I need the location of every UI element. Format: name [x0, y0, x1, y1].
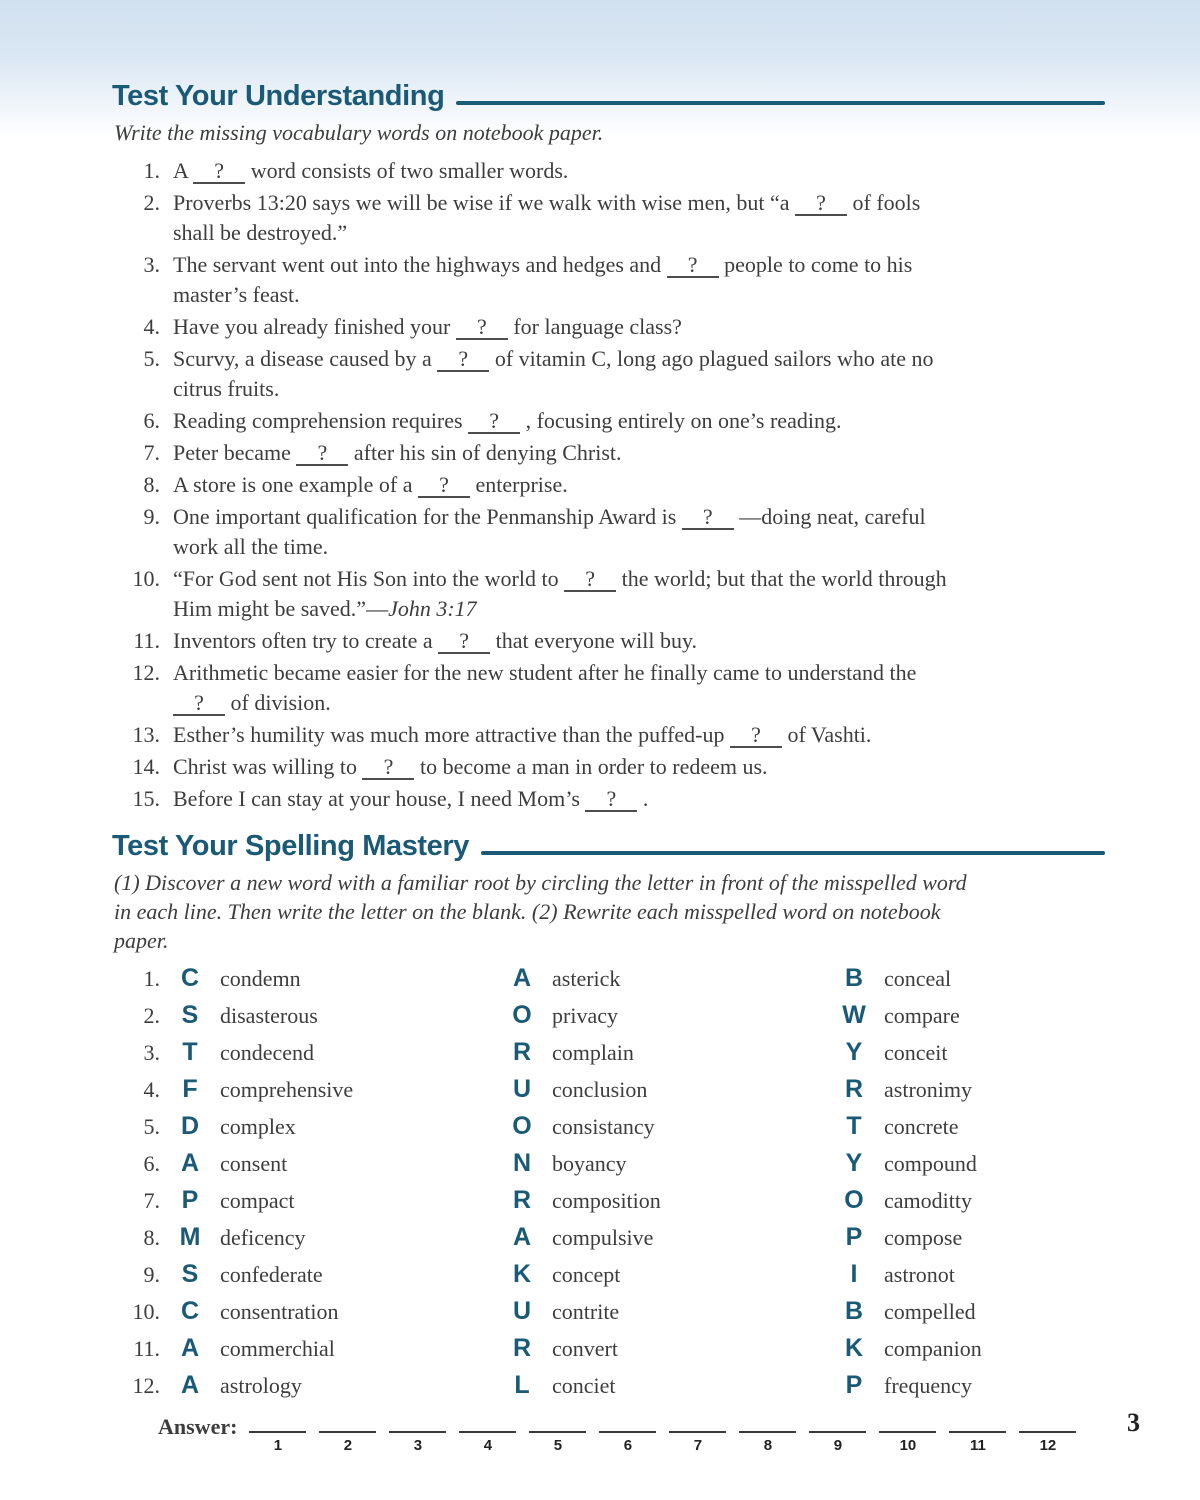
- circle-letter: S: [181, 1260, 199, 1288]
- item-text: “For God sent not His Son into the world to ? the world; but that the world through Him might be saved.”—John 3:17: [173, 566, 947, 621]
- spelling-word: compelled: [884, 1299, 976, 1324]
- fill-in-blank: ?: [418, 474, 470, 498]
- spelling-word: concrete: [884, 1114, 959, 1139]
- circle-letter: R: [844, 1075, 864, 1103]
- answer-slot-number: 2: [343, 1437, 353, 1454]
- spelling-row: [112, 1075, 1105, 1104]
- spelling-word: privacy: [552, 1003, 618, 1028]
- vocab-item: [112, 564, 1105, 624]
- vocab-item: [112, 470, 1105, 500]
- spelling-word: disasterous: [220, 1003, 318, 1028]
- spelling-word: complex: [220, 1114, 296, 1139]
- item-text: One important qualification for the Penmanship Award is ? —doing neat, careful work all the time.: [173, 504, 926, 559]
- circle-letter: A: [180, 1371, 200, 1399]
- circle-letter: R: [512, 1038, 532, 1066]
- spelling-word: frequency: [884, 1373, 972, 1398]
- spelling-word: compare: [884, 1003, 960, 1028]
- spelling-word: consentration: [220, 1299, 339, 1324]
- answer-blank-slots: [249, 1416, 1076, 1454]
- circle-letter: A: [512, 1223, 532, 1251]
- circle-letter: B: [844, 964, 864, 992]
- spelling-word: consistancy: [552, 1114, 655, 1139]
- spelling-row: [112, 1186, 1105, 1215]
- spelling-exercise-list: [112, 964, 1105, 1400]
- item-number: 13.: [132, 722, 160, 747]
- item-text: Christ was willing to ? to become a man in order to redeem us.: [173, 754, 768, 779]
- answer-slot: [459, 1416, 516, 1454]
- answer-blank-line: [809, 1416, 866, 1433]
- spelling-word: complain: [552, 1040, 634, 1065]
- answer-slot: [1019, 1416, 1076, 1454]
- answer-blank-line: [459, 1416, 516, 1433]
- answer-slot-number: 11: [970, 1437, 986, 1454]
- spelling-word: compose: [884, 1225, 963, 1250]
- circle-letter: U: [512, 1075, 532, 1103]
- fill-in-blank: ?: [730, 724, 782, 748]
- circle-letter: P: [181, 1186, 199, 1214]
- spelling-word: compound: [884, 1151, 977, 1176]
- fill-in-blank: ?: [585, 788, 637, 812]
- answer-label: Answer:: [158, 1414, 238, 1439]
- vocab-item: [112, 658, 1105, 718]
- item-text: Scurvy, a disease caused by a ? of vitamin C, long ago plagued sailors who ate no citrus fruits.: [173, 346, 934, 401]
- fill-in-blank: ?: [795, 192, 847, 216]
- circle-letter: K: [844, 1334, 864, 1362]
- vocab-item: [112, 250, 1105, 310]
- answer-slot: [809, 1416, 866, 1454]
- spelling-row: [112, 1223, 1105, 1252]
- spelling-row: [112, 1260, 1105, 1289]
- item-number: 12.: [132, 660, 160, 685]
- row-number: 7.: [143, 1188, 160, 1213]
- row-number: 1.: [143, 966, 160, 991]
- vocab-item: [112, 502, 1105, 562]
- answer-blank-line: [599, 1416, 656, 1433]
- fill-in-blank: ?: [296, 442, 348, 466]
- answer-blank-line: [879, 1416, 936, 1433]
- fill-in-blank: ?: [682, 506, 734, 530]
- fill-in-blank: ?: [667, 254, 719, 278]
- item-text: Esther’s humility was much more attractive than the puffed-up ? of Vashti.: [173, 722, 872, 747]
- answer-blank-line: [739, 1416, 796, 1433]
- spelling-word: convert: [552, 1336, 618, 1361]
- answer-blank-line: [389, 1416, 446, 1433]
- answer-blank-line: [1019, 1416, 1076, 1433]
- item-text: A ? word consists of two smaller words.: [173, 158, 569, 183]
- answer-blank-line: [249, 1416, 306, 1433]
- spelling-word: asterick: [552, 966, 621, 991]
- vocab-item: [112, 784, 1105, 814]
- spelling-word: compulsive: [552, 1225, 654, 1250]
- spelling-word: camoditty: [884, 1188, 972, 1213]
- circle-letter: B: [844, 1297, 864, 1325]
- answer-blank-line: [949, 1416, 1006, 1433]
- vocab-item: [112, 752, 1105, 782]
- answer-slot: [319, 1416, 376, 1454]
- item-number: 8.: [143, 472, 160, 497]
- section-title: Test Your Spelling Mastery: [112, 830, 470, 862]
- answer-blank-line: [669, 1416, 726, 1433]
- spelling-word: conciet: [552, 1373, 616, 1398]
- item-number: 5.: [143, 346, 160, 371]
- spelling-word: confederate: [220, 1262, 323, 1287]
- spelling-word: boyancy: [552, 1151, 627, 1176]
- spelling-word: astrology: [220, 1373, 302, 1398]
- item-number: 14.: [132, 754, 160, 779]
- spelling-word: deficency: [220, 1225, 306, 1250]
- item-number: 4.: [143, 314, 160, 339]
- spelling-row: [112, 1112, 1105, 1141]
- header-rule-line: [481, 851, 1105, 855]
- circle-letter: C: [180, 1297, 200, 1325]
- vocab-item: [112, 156, 1105, 186]
- circle-letter: Y: [845, 1038, 863, 1066]
- item-text: Peter became ? after his sin of denying Christ.: [173, 440, 622, 465]
- item-number: 9.: [143, 504, 160, 529]
- circle-letter: W: [842, 1001, 866, 1029]
- section-spelling-header: [112, 830, 1105, 863]
- circle-letter: P: [845, 1371, 863, 1399]
- spelling-word: astronimy: [884, 1077, 972, 1102]
- answer-slot-number: 9: [833, 1437, 843, 1454]
- circle-letter: D: [180, 1112, 200, 1140]
- answer-slot-number: 4: [483, 1437, 493, 1454]
- answer-slot: [249, 1416, 306, 1454]
- row-number: 8.: [143, 1225, 160, 1250]
- fill-in-blank: ?: [362, 756, 414, 780]
- row-number: 4.: [143, 1077, 160, 1102]
- item-text: Arithmetic became easier for the new student after he finally came to understand the ? of division.: [173, 660, 917, 715]
- spelling-row: [112, 1149, 1105, 1178]
- spelling-word: astronot: [884, 1262, 955, 1287]
- item-text: Proverbs 13:20 says we will be wise if we walk with wise men, but “a ? of fools shall be destroyed.”: [173, 190, 921, 245]
- scripture-reference: John 3:17: [388, 596, 477, 621]
- spelling-word: conceit: [884, 1040, 948, 1065]
- row-number: 3.: [143, 1040, 160, 1065]
- item-text: Have you already finished your ? for language class?: [173, 314, 682, 339]
- fill-in-blank: ?: [564, 568, 616, 592]
- fill-in-blank: ?: [437, 348, 489, 372]
- circle-letter: A: [512, 964, 532, 992]
- spelling-row: [112, 1001, 1105, 1030]
- fill-in-blank: ?: [456, 316, 508, 340]
- page-number: 3: [1127, 1408, 1140, 1437]
- circle-letter: F: [182, 1075, 198, 1103]
- answer-slot: [529, 1416, 586, 1454]
- answer-slot: [669, 1416, 726, 1454]
- vocab-item: [112, 312, 1105, 342]
- spelling-word: companion: [884, 1336, 982, 1361]
- answer-blank-line: [529, 1416, 586, 1433]
- circle-letter: C: [180, 964, 200, 992]
- item-number: 10.: [132, 566, 160, 591]
- spelling-row: [112, 1038, 1105, 1067]
- spelling-row: [112, 1297, 1105, 1326]
- circle-letter: T: [182, 1038, 198, 1066]
- row-number: 6.: [143, 1151, 160, 1176]
- answer-slot: [739, 1416, 796, 1454]
- row-number: 12.: [132, 1373, 160, 1398]
- item-number: 15.: [132, 786, 160, 811]
- circle-letter: O: [512, 1001, 532, 1029]
- circle-letter: K: [512, 1260, 532, 1288]
- answer-blank-line: [319, 1416, 376, 1433]
- item-text: Before I can stay at your house, I need Mom’s ? .: [173, 786, 649, 811]
- answer-slot: [949, 1416, 1006, 1454]
- section-title: Test Your Understanding: [112, 80, 445, 112]
- spelling-word: comprehensive: [220, 1077, 354, 1102]
- circle-letter: O: [512, 1112, 532, 1140]
- row-number: 11.: [133, 1336, 160, 1361]
- circle-letter: I: [850, 1260, 858, 1288]
- vocab-item: [112, 720, 1105, 750]
- spelling-word: composition: [552, 1188, 661, 1213]
- item-number: 2.: [143, 190, 160, 215]
- answer-slot: [599, 1416, 656, 1454]
- vocab-item: [112, 438, 1105, 468]
- row-number: 10.: [132, 1299, 160, 1324]
- vocab-question-list: [112, 156, 1105, 814]
- circle-letter: Y: [845, 1149, 863, 1177]
- row-number: 2.: [143, 1003, 160, 1028]
- item-number: 6.: [143, 408, 160, 433]
- item-number: 7.: [143, 440, 160, 465]
- fill-in-blank: ?: [193, 160, 245, 184]
- fill-in-blank: ?: [438, 630, 490, 654]
- item-text: The servant went out into the highways and hedges and ? people to come to his master’s feast.: [173, 252, 913, 307]
- item-text: Inventors often try to create a ? that everyone will buy.: [173, 628, 698, 653]
- vocab-item: [112, 344, 1105, 404]
- circle-letter: A: [180, 1149, 200, 1177]
- circle-letter: S: [181, 1001, 199, 1029]
- answer-slot-number: 12: [1039, 1437, 1057, 1454]
- spelling-row: [112, 1334, 1105, 1363]
- circle-letter: T: [846, 1112, 862, 1140]
- spelling-word: consent: [220, 1151, 288, 1176]
- spelling-word: conceal: [884, 966, 952, 991]
- spelling-row: [112, 964, 1105, 993]
- answer-slot-number: 7: [693, 1437, 703, 1454]
- item-number: 11.: [133, 628, 160, 653]
- spelling-word: condemn: [220, 966, 301, 991]
- fill-in-blank: ?: [173, 692, 225, 716]
- item-number: 3.: [143, 252, 160, 277]
- circle-letter: P: [845, 1223, 863, 1251]
- spelling-row: [112, 1371, 1105, 1400]
- item-text: Reading comprehension requires ? , focusing entirely on one’s reading.: [173, 408, 842, 433]
- row-number: 9.: [143, 1262, 160, 1287]
- row-number: 5.: [143, 1114, 160, 1139]
- answer-slot: [879, 1416, 936, 1454]
- item-number: 1.: [143, 158, 160, 183]
- fill-in-blank: ?: [468, 410, 520, 434]
- circle-letter: O: [844, 1186, 864, 1214]
- vocab-item: [112, 188, 1105, 248]
- item-text: A store is one example of a ? enterprise.: [173, 472, 568, 497]
- circle-letter: A: [180, 1334, 200, 1362]
- header-rule-line: [456, 101, 1105, 105]
- answer-row: [158, 1414, 1105, 1454]
- circle-letter: U: [512, 1297, 532, 1325]
- spelling-word: condecend: [220, 1040, 315, 1065]
- answer-slot-number: 5: [553, 1437, 563, 1454]
- circle-letter: M: [179, 1223, 201, 1251]
- section-instruction: (1) Discover a new word with a familiar root by circling the letter in front of the misspelled word in each line. Then write the letter on the blank. (2) Rewrite each misspelled word on notebook paper.: [114, 870, 967, 953]
- spelling-word: concept: [552, 1262, 621, 1287]
- answer-slot-number: 1: [273, 1437, 283, 1454]
- answer-slot-number: 6: [623, 1437, 633, 1454]
- answer-slot-number: 3: [413, 1437, 423, 1454]
- answer-slot: [389, 1416, 446, 1454]
- circle-letter: L: [514, 1371, 530, 1399]
- spelling-word: contrite: [552, 1299, 620, 1324]
- answer-slot-number: 10: [899, 1437, 917, 1454]
- spelling-word: compact: [220, 1188, 295, 1213]
- section-understanding-header: [112, 80, 1105, 113]
- vocab-item: [112, 626, 1105, 656]
- vocab-item: [112, 406, 1105, 436]
- circle-letter: N: [512, 1149, 532, 1177]
- spelling-word: conclusion: [552, 1077, 648, 1102]
- circle-letter: R: [512, 1186, 532, 1214]
- spelling-word: commerchial: [220, 1336, 335, 1361]
- circle-letter: R: [512, 1334, 532, 1362]
- answer-slot-number: 8: [763, 1437, 773, 1454]
- section-instruction: Write the missing vocabulary words on notebook paper.: [114, 120, 604, 145]
